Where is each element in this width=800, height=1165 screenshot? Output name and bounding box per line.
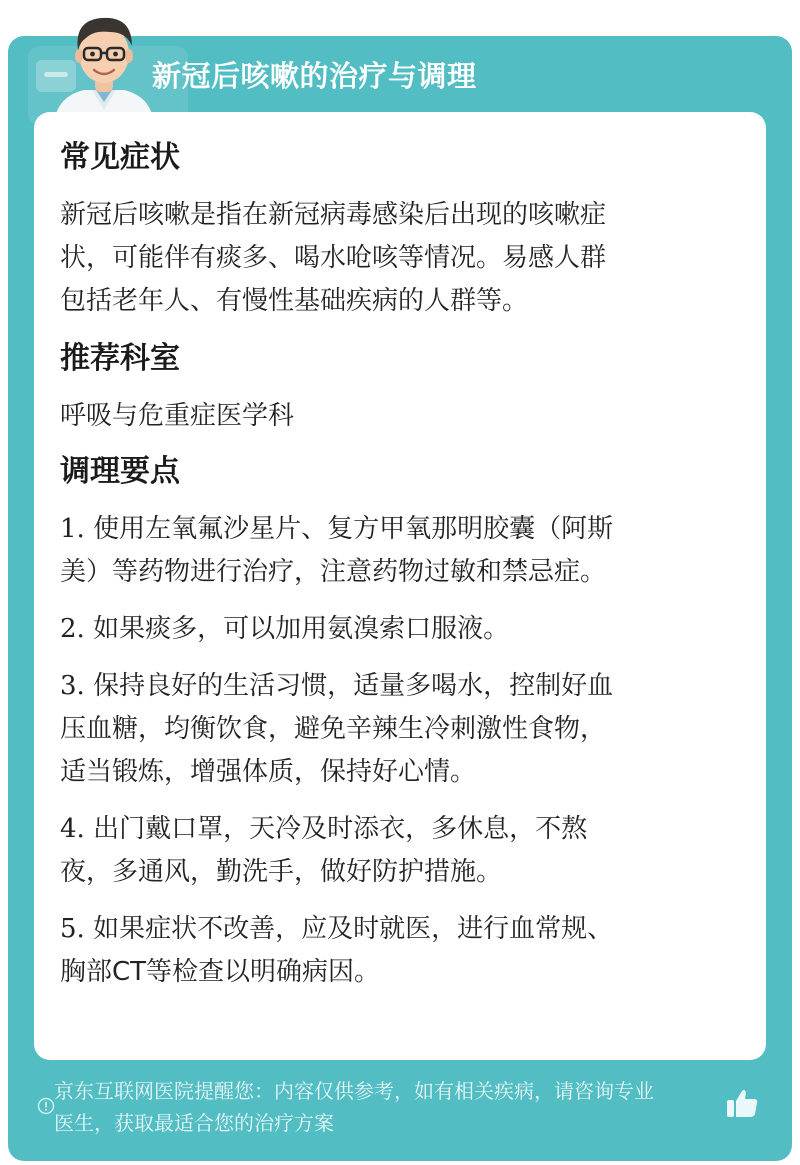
disclaimer [54,1075,724,1139]
page-title: 新冠后咳嗽的治疗与调理 [152,59,477,93]
disclaimer-line: 京东互联网医院提醒您：内容仅供参考，如有相关疾病，请咨询专业 [54,1079,654,1103]
care-item-3-cont: 压血糖，均衡饮食，避免辛辣生冷刺激性食物， [60,714,607,744]
care-item-1-cont: 美）等药物进行治疗，注意药物过敏和禁忌症。 [60,557,607,587]
care-item-5 [60,908,732,951]
item-text: 保持良好的生活习惯，适量多喝水，控制好血 [93,671,614,701]
item-number: 2. [60,614,85,644]
content-card [34,112,766,1060]
section-heading-symptoms: 常见症状 [60,140,180,175]
info-icon [37,1097,55,1115]
article-body [60,136,732,994]
care-item-3 [60,665,732,708]
item-text: 使用左氧氟沙星片、复方甲氧那明胶囊（阿斯 [93,514,614,544]
doctor-avatar [44,10,164,122]
department-text: 呼吸与危重症医学科 [60,401,295,431]
item-text: 如果痰多，可以加用氨溴索口服液。 [93,614,510,644]
care-item-1 [60,508,732,551]
item-number: 4. [60,814,85,844]
section-heading-care-tips: 调理要点 [60,454,180,489]
item-text: 如果症状不改善，应及时就医，进行血常规、 [93,914,614,944]
care-item-4-cont: 夜，多通风，勤洗手，做好防护措施。 [60,857,503,887]
care-item-2 [60,608,732,651]
care-item-3-cont: 适当锻炼，增强体质，保持好心情。 [60,757,477,787]
care-item-5-cont: 胸部CT等检查以明确病因。 [60,957,381,987]
item-text: 出门戴口罩，天冷及时添衣，多休息，不熬 [93,814,588,844]
item-number: 5. [60,914,85,944]
care-item-4 [60,808,732,851]
thumbs-up-icon[interactable] [722,1083,762,1123]
symptoms-line: 包括老年人、有慢性基础疾病的人群等。 [60,286,529,316]
item-number: 1. [60,514,85,544]
section-heading-department: 推荐科室 [60,341,180,376]
symptoms-line: 新冠后咳嗽是指在新冠病毒感染后出现的咳嗽症 [60,200,607,230]
item-number: 3. [60,671,85,701]
symptoms-line: 状，可能伴有痰多、喝水呛咳等情况。易感人群 [60,243,607,273]
disclaimer-line: 医生，获取最适合您的治疗方案 [54,1111,334,1135]
